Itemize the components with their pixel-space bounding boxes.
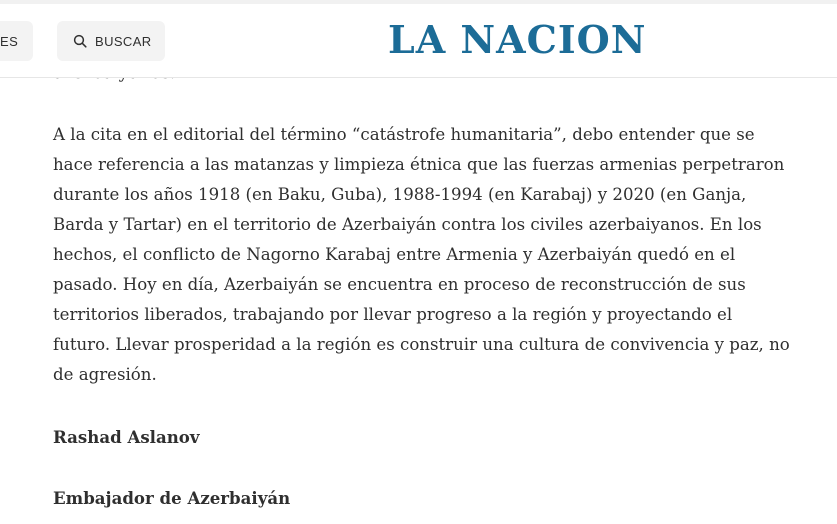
site-header: [0, 0, 837, 78]
search-button-label: BUSCAR: [95, 33, 152, 49]
search-button[interactable]: [57, 21, 165, 61]
signature-name: Rashad Aslanov: [53, 427, 200, 447]
menu-button-label: ES: [0, 33, 19, 49]
signature-title: Embajador de Azerbaiyán: [53, 488, 291, 508]
search-icon: [73, 34, 87, 48]
menu-button[interactable]: [0, 21, 33, 61]
header-top-strip: [0, 0, 837, 4]
article-paragraph: A la cita en el editorial del término “catástrofe humanitaria”, debo entender que se hace referencia a las matanzas y limpieza étnica que las fuerzas armenias perpetraron durante los años 1918 (en Baku, Guba), 1988-1994 (en Karabaj) y 2020 (en Ganja, Barda y Tartar) en el territorio de Azerbaiyán contra los civiles azerbaiyanos. En los hechos, el conflicto de Nagorno Karabaj entre Armenia y Azerbaiyán quedó en el pasado. Hoy en día, Azerbaiyán se encuentra en proceso de reconstrucción de sus territorios liberados, trabajando por llevar progreso a la región y proyectando el futuro. Llevar prosperidad a la región es construir una cultura de convivencia y paz, no de agresión.: [53, 125, 790, 384]
site-logo[interactable]: LA NACION: [388, 17, 647, 62]
